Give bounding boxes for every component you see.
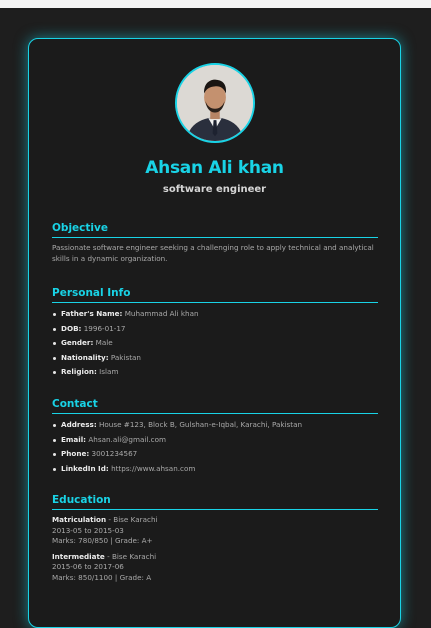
list-item [52,433,378,448]
item-value: Pakistan [110,352,141,362]
education-dates: 2015-06 to 2017-06 [52,562,124,571]
list-item [52,418,378,433]
list-item [52,307,378,322]
education-board: - Bise Karachi [106,515,158,524]
education-board: - Bise Karachi [104,551,157,561]
profile-title: software engineer [162,184,267,195]
objective-heading: Objective [52,222,378,238]
objective-text: Passionate software engineer seeking a challenging role to apply technical and analytical skills in a dynamic organization. [52,243,374,263]
item-label: DOB: [61,323,82,333]
item-label: Phone: [61,449,90,458]
education-dates: 2013-05 to 2015-03 [52,525,124,535]
item-value: 3001234567 [91,449,138,458]
item-value: Ahsan.ali@gmail.com [88,434,167,444]
item-value: House #123, Block B, Gulshan-e-Iqbal, Karachi, Pakistan [99,420,303,429]
list-item [52,462,378,477]
list-item [52,351,378,366]
item-label: Father's Name: [61,309,123,318]
item-value: Male [95,338,113,347]
list-item [52,365,378,380]
item-label: Nationality: [61,352,109,362]
personal-info-list [52,307,378,380]
education-heading: Education [52,494,378,510]
education-marks: Marks: 780/850 | Grade: A+ [52,536,153,545]
list-item [52,336,378,351]
contact-heading: Contact [52,398,378,414]
personal-info-heading: Personal Info [52,287,378,303]
education-degree: Intermediate [52,551,105,561]
objective-section [52,222,378,264]
education-section [52,494,378,583]
resume-card [28,38,401,628]
item-value: 1996-01-17 [83,323,126,333]
education-entry [52,515,378,547]
linkedin-link[interactable]: https://www.ahsan.com [111,463,196,473]
item-label: Gender: [61,338,94,347]
contact-section [52,398,378,476]
profile-name: Ahsan Ali khan [145,158,284,178]
item-value: Islam [99,367,119,376]
personal-info-section [52,287,378,380]
item-label: Email: [61,434,87,444]
item-value: Muhammad Ali khan [124,309,199,318]
profile-photo-image [177,65,253,141]
list-item [52,322,378,337]
item-label: LinkedIn Id: [61,463,109,473]
education-marks: Marks: 850/1100 | Grade: A [52,572,152,582]
profile-photo [175,63,255,143]
top-bar [0,0,431,8]
education-degree: Matriculation [52,515,107,524]
contact-list [52,418,378,476]
item-label: Address: [61,420,97,429]
education-entry [52,552,378,584]
item-label: Religion: [61,367,97,376]
list-item [52,447,378,462]
